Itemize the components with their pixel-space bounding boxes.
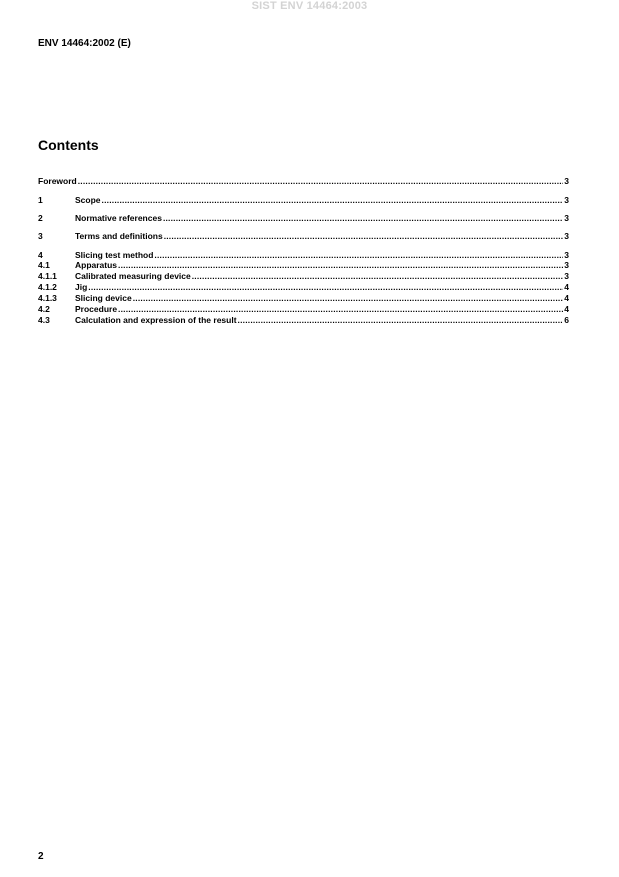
- toc-entry-number: 4.1.3: [38, 293, 57, 303]
- toc-entry-page: 3: [564, 271, 569, 281]
- toc-entry-normative-references[interactable]: [38, 213, 569, 224]
- toc-leader-dots: [118, 260, 563, 271]
- toc-entry-title: Slicing device: [75, 293, 132, 303]
- toc-entry-page: 3: [564, 231, 569, 241]
- toc-entry-number: 2: [38, 213, 43, 223]
- toc-leader-dots: [133, 293, 564, 304]
- toc-entry-title: Calibrated measuring device: [75, 271, 191, 281]
- toc-entry-number: 4: [38, 250, 43, 260]
- toc-entry-terms-and-definitions[interactable]: [38, 231, 569, 242]
- toc-entry-title: Apparatus: [75, 260, 118, 270]
- toc-entry-number: 4.3: [38, 315, 50, 325]
- toc-entry-procedure[interactable]: [38, 304, 569, 315]
- toc-entry-title: Normative references: [75, 213, 162, 223]
- toc-entry-page: 6: [564, 315, 569, 325]
- toc-leader-dots: [164, 231, 564, 242]
- toc-entry-page: 3: [564, 250, 569, 260]
- toc-entry-number: 4.1: [38, 260, 50, 270]
- toc-entry-title: Slicing test method: [75, 250, 154, 260]
- toc-entry-number: 4.2: [38, 304, 50, 314]
- toc-entry-title: Scope: [75, 195, 101, 205]
- toc-entry-calculation-and-expression[interactable]: [38, 315, 569, 326]
- toc-entry-page: 3: [564, 260, 569, 270]
- toc-entry-apparatus[interactable]: [38, 260, 569, 271]
- toc-entry-page: 4: [564, 293, 569, 303]
- page-number: 2: [38, 851, 44, 862]
- toc-entry-page: 3: [564, 195, 569, 205]
- toc-leader-dots: [238, 315, 564, 326]
- toc-entry-scope[interactable]: [38, 195, 569, 206]
- toc-leader-dots: [78, 176, 564, 187]
- toc-entry-page: 4: [564, 282, 569, 292]
- toc-entry-number: 4.1.1: [38, 271, 57, 281]
- toc-entry-page: 3: [564, 176, 569, 186]
- document-identifier: ENV 14464:2002 (E): [38, 38, 131, 49]
- toc-entry-number: 3: [38, 231, 43, 241]
- toc-entry-title: Calculation and expression of the result: [75, 315, 237, 325]
- toc-entry-jig[interactable]: [38, 282, 569, 293]
- toc-leader-dots: [163, 213, 563, 224]
- toc-entry-slicing-device[interactable]: [38, 293, 569, 304]
- watermark: SIST ENV 14464:2003: [251, 0, 368, 12]
- toc-entry-title: Procedure: [75, 304, 118, 314]
- toc-entry-title: Jig: [75, 282, 88, 292]
- toc-entry-foreword[interactable]: [38, 176, 569, 187]
- contents-heading: Contents: [38, 137, 99, 153]
- toc-entry-title: Terms and definitions: [75, 231, 163, 241]
- toc-entry-page: 4: [564, 304, 569, 314]
- toc-entry-number: 4.1.2: [38, 282, 57, 292]
- toc-entry-calibrated-measuring-device[interactable]: [38, 271, 569, 282]
- toc-entry-page: 3: [564, 213, 569, 223]
- toc-leader-dots: [102, 195, 564, 206]
- toc-entry-title: Foreword: [38, 176, 77, 186]
- toc-leader-dots: [88, 282, 563, 293]
- toc-leader-dots: [192, 271, 564, 282]
- toc-leader-dots: [118, 304, 563, 315]
- toc-entry-number: 1: [38, 195, 43, 205]
